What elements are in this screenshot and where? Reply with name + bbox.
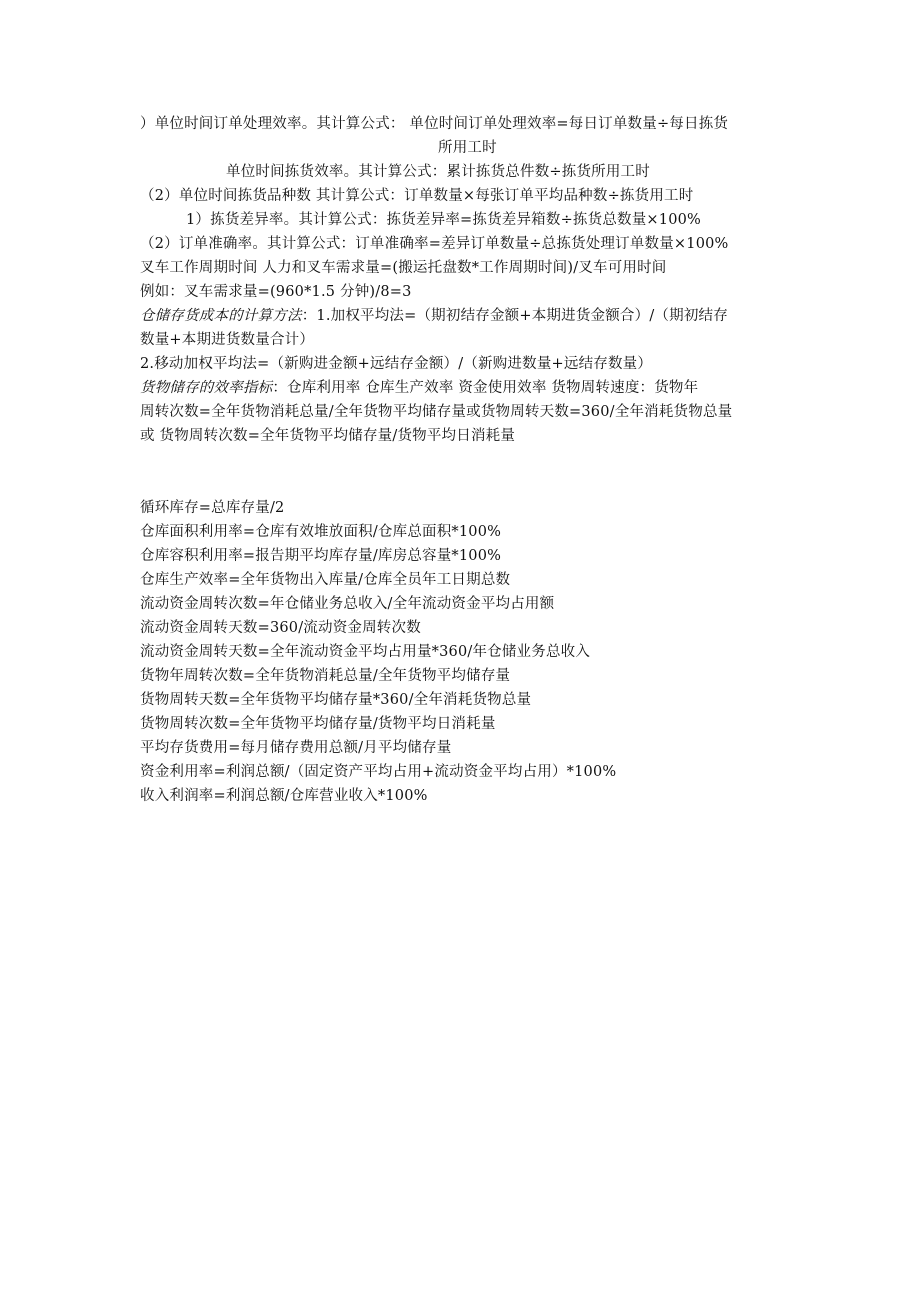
inventory-cost-text: ：1.加权平均法=（期初结存金额+本期进货金额合）/（期初结存: [301, 308, 728, 324]
line-order-efficiency: ）单位时间订单处理效率。其计算公式： 单位时间订单处理效率=每日订单数量÷每日拣货: [140, 116, 729, 132]
line-inventory-cost-cont: 数量+本期进货数量合计）: [140, 332, 315, 348]
line-forklift-example: 例如：叉车需求量=(960*1.5 分钟)/8=3: [140, 284, 412, 300]
storage-efficiency-label: 货物储存的效率指标: [140, 380, 273, 396]
formula-line: 货物年周转次数=全年货物消耗总量/全年货物平均储存量: [140, 668, 511, 684]
formula-line: 仓库面积利用率=仓库有效堆放面积/仓库总面积*100%: [140, 524, 502, 540]
formula-line: 流动资金周转次数=年仓储业务总收入/全年流动资金平均占用额: [140, 596, 555, 612]
line-turnover-count-alt: 或 货物周转次数=全年货物平均储存量/货物平均日消耗量: [140, 428, 516, 444]
storage-efficiency-text: ：仓库利用率 仓库生产效率 资金使用效率 货物周转速度：货物年: [272, 380, 699, 396]
line-forklift-cycle: 叉车工作周期时间 人力和叉车需求量=(搬运托盘数*工作周期时间)/叉车可用时间: [140, 260, 667, 276]
line-moving-average: 2.移动加权平均法=（新购进金额+远结存金额）/（新购进数量+远结存数量）: [140, 356, 653, 372]
line-turnover-count: 周转次数=全年货物消耗总量/全年货物平均储存量或货物周转天数=360/全年消耗货物总量: [140, 404, 733, 420]
line-inventory-cost-method: [140, 306, 728, 326]
formula-line: 流动资金周转天数=360/流动资金周转次数: [140, 620, 421, 636]
formula-line: 仓库生产效率=全年货物出入库量/仓库全员年工日期总数: [140, 572, 511, 588]
formula-line: 货物周转次数=全年货物平均储存量/货物平均日消耗量: [140, 716, 496, 732]
formula-line: 货物周转天数=全年货物平均储存量*360/全年消耗货物总量: [140, 692, 532, 708]
formula-line: 仓库容积利用率=报告期平均库存量/库房总容量*100%: [140, 548, 502, 564]
line-storage-efficiency: [140, 378, 698, 398]
line-picking-efficiency: 单位时间拣货效率。其计算公式：累计拣货总件数÷拣货所用工时: [226, 164, 650, 180]
formula-line: 循环库存=总库存量/2: [140, 500, 285, 516]
line-picking-varieties: （2）单位时间拣货品种数 其计算公式：订单数量×每张订单平均品种数÷拣货用工时: [140, 188, 694, 204]
formula-line: 流动资金周转天数=全年流动资金平均占用量*360/年仓储业务总收入: [140, 644, 591, 660]
formula-line: 平均存货费用=每月储存费用总额/月平均储存量: [140, 740, 452, 756]
formula-line: 收入利润率=利润总额/仓库营业收入*100%: [140, 788, 428, 804]
formula-line: 资金利用率=利润总额/（固定资产平均占用+流动资金平均占用）*100%: [140, 764, 617, 780]
inventory-cost-label: 仓储存货成本的计算方法: [140, 308, 302, 324]
line-picking-variance: 1）拣货差异率。其计算公式：拣货差异率=拣货差异箱数÷拣货总数量×100%: [186, 212, 702, 228]
line-order-accuracy: （2）订单准确率。其计算公式：订单准确率=差异订单数量÷总拣货处理订单数量×100%: [140, 236, 729, 252]
line-order-efficiency-cont: 所用工时: [438, 140, 497, 156]
